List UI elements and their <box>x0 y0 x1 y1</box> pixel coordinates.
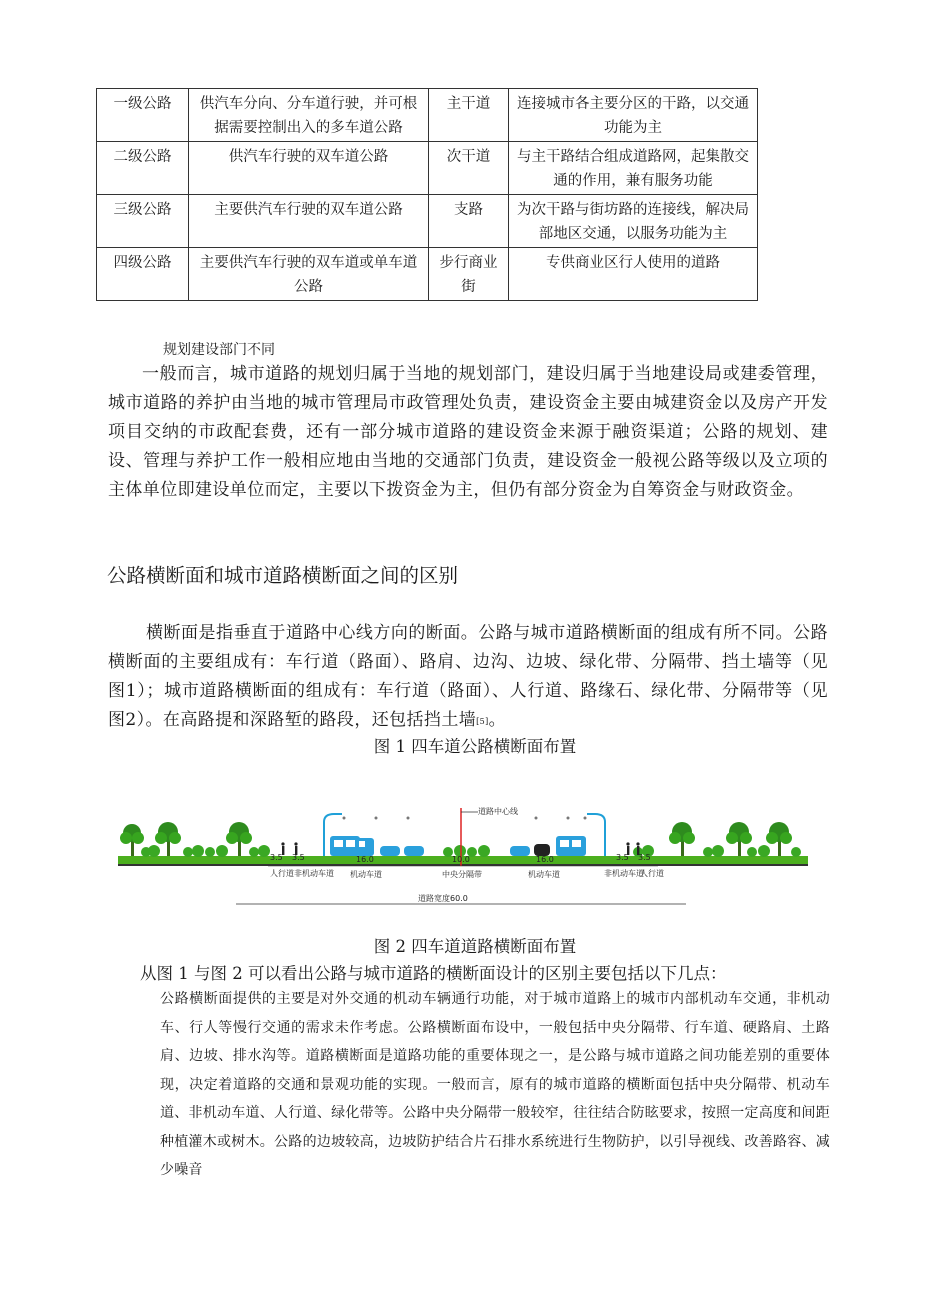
lane-label: 人行道 <box>270 869 294 878</box>
grade-cell: 四级公路 <box>97 248 189 301</box>
description-cell: 供汽车行驶的双车道公路 <box>189 142 429 195</box>
bus-icon <box>556 836 586 856</box>
grade-cell: 一级公路 <box>97 89 189 142</box>
dim-label: 16.0 <box>536 855 554 864</box>
dim-label: 3.5 <box>616 853 629 862</box>
function-cell: 为次干路与街坊路的连接线，解决局部地区交通，以服务功能为主 <box>509 195 758 248</box>
road-classification-table <box>96 88 758 301</box>
lane-label: 人行道 <box>640 869 664 878</box>
paragraph-end: 。 <box>488 710 507 730</box>
bus-icon <box>356 838 374 856</box>
comparison-intro: 从图 1 与图 2 可以看出公路与城市道路的横断面设计的区别主要包括以下几点： <box>140 964 727 983</box>
cross-section-diagram <box>118 800 808 912</box>
dim-label: 16.0 <box>356 855 374 864</box>
lane-label: 非机动车道 <box>294 869 334 878</box>
table-row <box>97 248 758 301</box>
table-row <box>97 195 758 248</box>
description-cell: 主要供汽车行驶的双车道公路 <box>189 195 429 248</box>
dim-label: 3.5 <box>638 853 651 862</box>
lane-label: 中央分隔带 <box>442 870 482 879</box>
figure2-caption: 图 2 四车道道路横断面布置 <box>373 937 577 956</box>
dim-label: 10.0 <box>452 855 470 864</box>
road-type-cell: 主干道 <box>429 89 509 142</box>
lane-label: 机动车道 <box>528 870 560 879</box>
description-cell: 供汽车分向、分车道行驶，并可根据需要控制出入的多车道公路 <box>189 89 429 142</box>
dim-label: 3.5 <box>292 853 305 862</box>
paragraph-cross-section-text: 横断面是指垂直于道路中心线方向的断面。公路与城市道路横断面的组成有所不同。公路横断面的主要组成有：车行道（路面）、路肩、边沟、边坡、绿化带、分隔带、挡土墙等（见图1）；城市道路横断面的组成有：车行道（路面）、人行道、路缘石、绿化带、分隔带等（见图2）。在高路提和深路堑的路段，还包括挡土墙 <box>108 623 828 730</box>
road-type-cell: 支路 <box>429 195 509 248</box>
table-row <box>97 142 758 195</box>
paragraph-comparison: 公路横断面提供的主要是对外交通的机动车辆通行功能，对于城市道路上的城市内部机动车交通，非机动车、行人等慢行交通的需求未作考虑。公路横断面布设中，一般包括中央分隔带、行车道、硬路肩、土路肩、边坡、排水沟等。道路横断面是道路功能的重要体现之一，是公路与城市道路之间功能差别的重要体现，决定着道路的交通和景观功能的实现。一般而言，原有的城市道路的横断面包括中央分隔带、机动车道、非机动车道、人行道、绿化带等。公路中央分隔带一般较窄，往往结合防眩要求，按照一定高度和间距种植灌木或树木。公路的边坡较高，边坡防护结合片石排水系统进行生物防护，以引导视线、改善路容、减少噪音 <box>160 991 830 1178</box>
bus-icon <box>330 836 360 856</box>
lane-label: 机动车道 <box>350 870 382 879</box>
table-row <box>97 89 758 142</box>
function-cell: 连接城市各主要分区的干路，以交通功能为主 <box>509 89 758 142</box>
center-line-label: 道路中心线 <box>478 807 518 816</box>
car-icon <box>404 846 424 856</box>
function-cell: 与主干路结合组成道路网，起集散交通的作用，兼有服务功能 <box>509 142 758 195</box>
road-type-cell: 次干道 <box>429 142 509 195</box>
total-width-label: 道路宽度60.0 <box>418 894 468 903</box>
road-type-cell: 步行商业街 <box>429 248 509 301</box>
table-note: 规划建设部门不同 <box>163 342 275 358</box>
grade-cell: 三级公路 <box>97 195 189 248</box>
function-cell: 专供商业区行人使用的道路 <box>509 248 758 301</box>
section-heading: 公路横断面和城市道路横断面之间的区别 <box>107 564 459 587</box>
paragraph-cross-section <box>108 619 828 737</box>
reference-marker[interactable]: [5] <box>476 717 489 726</box>
car-icon <box>380 846 400 856</box>
description-cell: 主要供汽车行驶的双车道或单车道公路 <box>189 248 429 301</box>
car-icon <box>510 846 530 856</box>
figure1-caption: 图 1 四车道公路横断面布置 <box>373 737 577 756</box>
dim-label: 3.5 <box>270 853 283 862</box>
lane-label: 非机动车道 <box>604 869 644 878</box>
paragraph-management: 一般而言，城市道路的规划归属于当地的规划部门，建设归属于当地建设局或建委管理，城市道路的养护由当地的城市管理局市政管理处负责，建设资金主要由城建资金以及房产开发项目交纳的市政配套费，还有一部分城市道路的建设资金来源于融资渠道；公路的规划、建设、管理与养护工作一般相应地由当地的交通部门负责，建设资金一般视公路等级以及立项的主体单位即建设单位而定，主要以下拨资金为主，但仍有部分资金为自筹资金与财政资金。 <box>108 364 828 500</box>
grade-cell: 二级公路 <box>97 142 189 195</box>
